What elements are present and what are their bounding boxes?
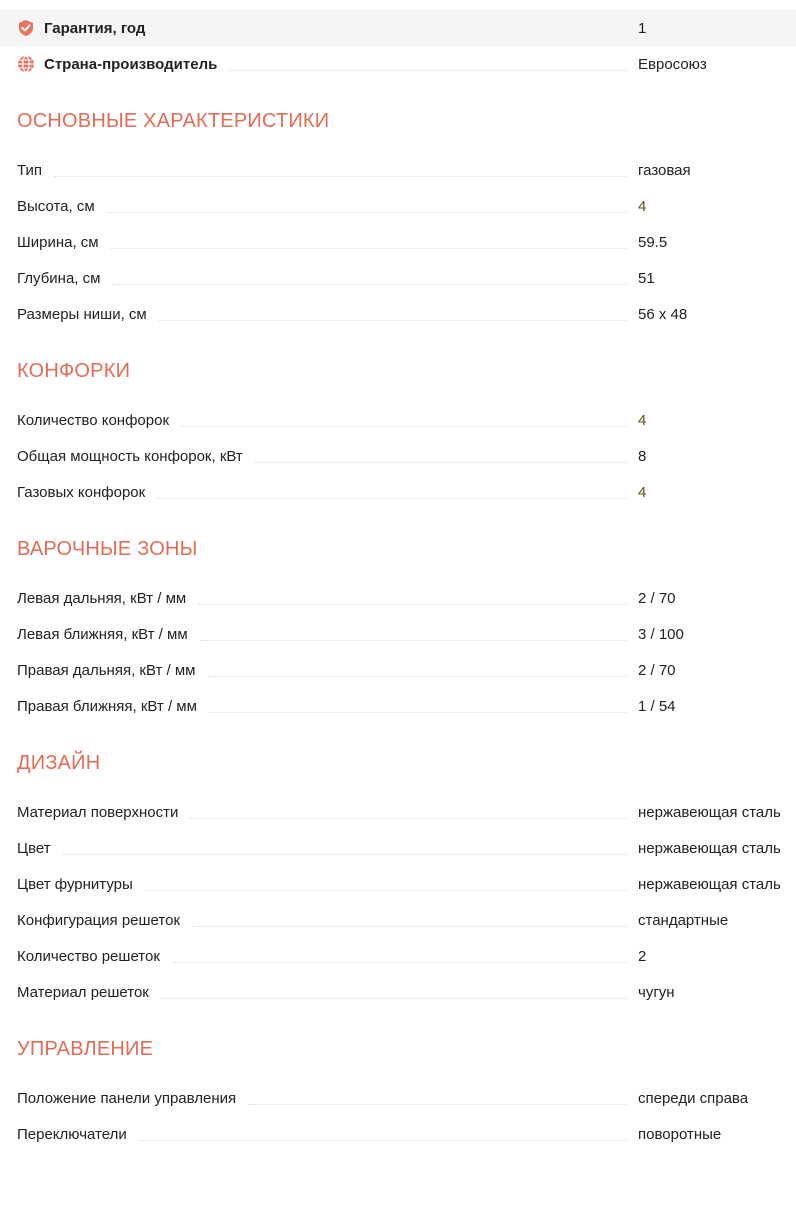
spec-value: 51 — [638, 269, 655, 287]
spec-row — [0, 260, 796, 296]
spec-row — [0, 580, 796, 616]
spec-value: 59.5 — [638, 233, 668, 251]
section-title: ВАРОЧНЫЕ ЗОНЫ — [17, 537, 198, 560]
spec-label: Конфигурация решеток — [17, 911, 181, 929]
dotted-leader — [209, 712, 628, 713]
spec-label: Правая дальняя, кВт / мм — [17, 661, 196, 679]
dotted-leader — [200, 640, 628, 641]
dotted-leader — [63, 854, 628, 855]
spec-label: Высота, см — [17, 197, 95, 215]
spec-sections — [0, 104, 796, 1152]
dotted-leader — [112, 284, 628, 285]
dotted-leader — [139, 1140, 628, 1141]
spec-label: Тип — [17, 161, 43, 179]
spec-row — [0, 688, 796, 724]
section-title: КОНФОРКИ — [17, 359, 131, 382]
dotted-leader — [255, 462, 628, 463]
dotted-leader — [111, 248, 628, 249]
spec-value: 1 / 54 — [638, 697, 676, 715]
spec-row — [0, 474, 796, 510]
spec-row — [0, 224, 796, 260]
spec-label: Правая ближняя, кВт / мм — [17, 697, 197, 715]
spec-label: Цвет фурнитуры — [17, 875, 133, 893]
dotted-leader — [208, 676, 629, 677]
spec-row — [0, 794, 796, 830]
dotted-leader — [198, 604, 628, 605]
key-specs — [0, 10, 796, 82]
spec-label: Размеры ниши, см — [17, 305, 147, 323]
spec-label: Страна-производитель — [44, 55, 218, 73]
spec-value: стандартные — [638, 911, 729, 929]
dotted-leader — [107, 212, 628, 213]
spec-label: Ширина, см — [17, 233, 99, 251]
dotted-leader — [248, 1104, 628, 1105]
section-title: ОСНОВНЫЕ ХАРАКТЕРИСТИКИ — [17, 109, 330, 132]
spec-value: нержавеющая сталь — [638, 875, 781, 893]
spec-label: Материал решеток — [17, 983, 149, 1001]
section-title: ДИЗАЙН — [17, 751, 101, 774]
spec-value: 4 — [638, 197, 647, 215]
spec-value: 56 x 48 — [638, 305, 688, 323]
spec-row — [0, 152, 796, 188]
dotted-leader — [190, 818, 628, 819]
spec-value: спереди справа — [638, 1089, 749, 1107]
spec-value: 4 — [638, 483, 647, 501]
spec-label: Материал поверхности — [17, 803, 179, 821]
spec-value: нержавеющая сталь — [638, 803, 781, 821]
spec-row — [0, 938, 796, 974]
spec-label: Газовых конфорок — [17, 483, 146, 501]
dotted-leader — [161, 998, 628, 999]
spec-row — [0, 974, 796, 1010]
spec-value: 2 / 70 — [638, 589, 676, 607]
spec-value: Евросоюз — [638, 55, 707, 73]
spec-page — [0, 10, 796, 1152]
dotted-leader — [157, 498, 628, 499]
shield-check-icon — [17, 19, 35, 37]
spec-row — [0, 866, 796, 902]
spec-value: 8 — [638, 447, 647, 465]
spec-value: газовая — [638, 161, 691, 179]
spec-row — [0, 616, 796, 652]
section-title: УПРАВЛЕНИЕ — [17, 1037, 154, 1060]
spec-label: Цвет — [17, 839, 51, 857]
spec-label: Переключатели — [17, 1125, 127, 1143]
spec-row — [0, 188, 796, 224]
spec-label: Количество решеток — [17, 947, 160, 965]
spec-row — [0, 402, 796, 438]
spec-value: 4 — [638, 411, 647, 429]
spec-value: 3 / 100 — [638, 625, 684, 643]
spec-row-warranty — [0, 10, 796, 46]
spec-row — [0, 296, 796, 332]
dotted-leader — [159, 320, 628, 321]
spec-row — [0, 1080, 796, 1116]
spec-value: поворотные — [638, 1125, 722, 1143]
dotted-leader — [181, 426, 628, 427]
spec-value: нержавеющая сталь — [638, 839, 781, 857]
spec-row — [0, 902, 796, 938]
spec-label: Левая дальняя, кВт / мм — [17, 589, 187, 607]
spec-label: Левая ближняя, кВт / мм — [17, 625, 188, 643]
spec-value: 2 — [638, 947, 647, 965]
dotted-leader — [54, 176, 628, 177]
spec-row — [0, 438, 796, 474]
spec-value: чугун — [638, 983, 675, 1001]
spec-label: Общая мощность конфорок, кВт — [17, 447, 243, 465]
dotted-leader — [229, 70, 628, 71]
spec-label: Глубина, см — [17, 269, 101, 287]
dotted-leader — [172, 962, 628, 963]
dotted-leader — [192, 926, 628, 927]
spec-label: Положение панели управления — [17, 1089, 237, 1107]
spec-row-country — [0, 46, 796, 82]
spec-label: Гарантия, год — [44, 19, 146, 37]
globe-icon — [17, 55, 35, 73]
spec-value: 1 — [638, 19, 647, 37]
dotted-leader — [145, 890, 628, 891]
spec-label: Количество конфорок — [17, 411, 170, 429]
spec-row — [0, 652, 796, 688]
spec-row — [0, 1116, 796, 1152]
spec-value: 2 / 70 — [638, 661, 676, 679]
spec-row — [0, 830, 796, 866]
